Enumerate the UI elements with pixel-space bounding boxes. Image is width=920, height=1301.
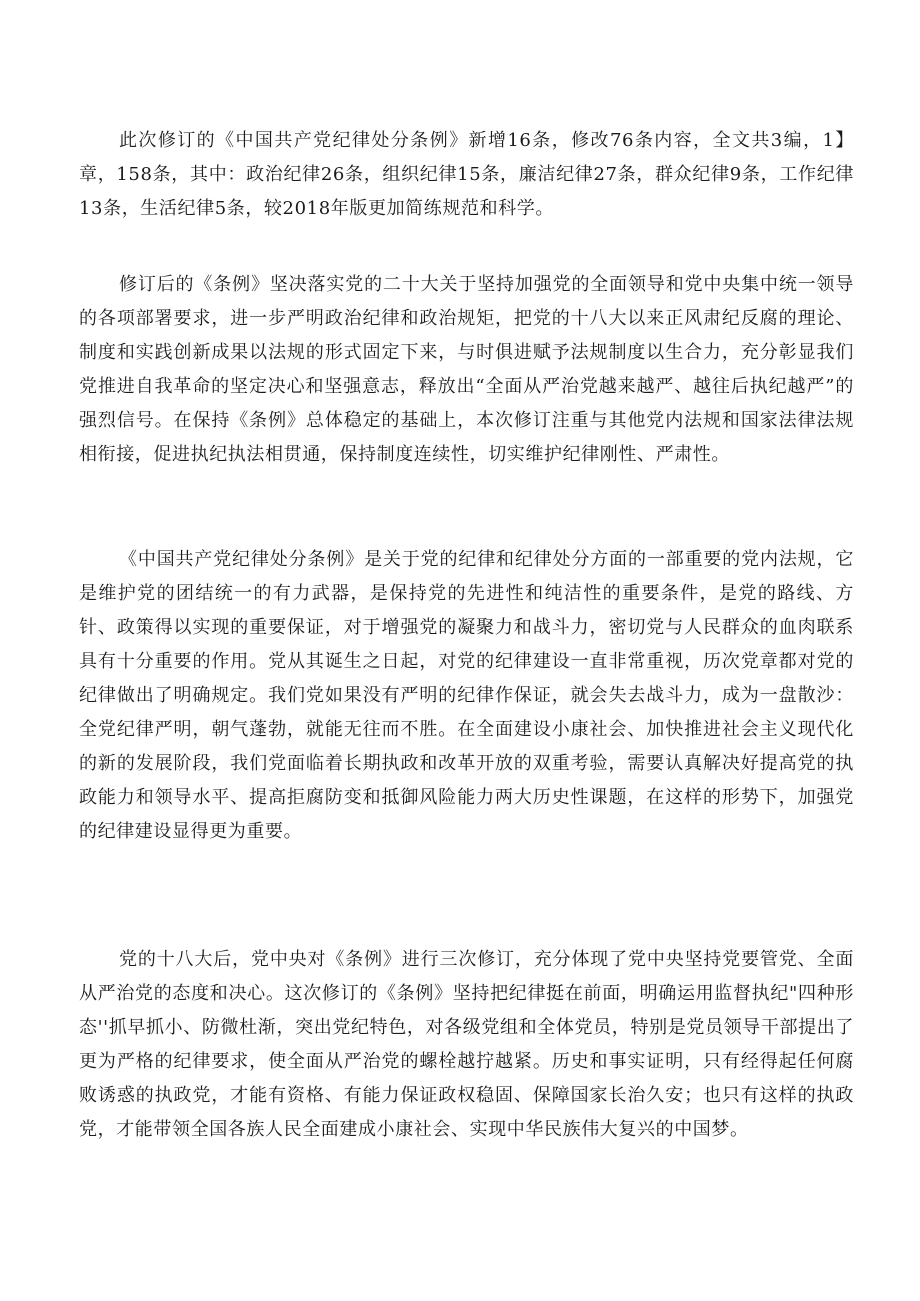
paragraph-revision-summary: 此次修订的《中国共产党纪律处分条例》新增16条，修改76条内容，全文共3编，1】章，158条，其中：政治纪律26条，组织纪律15条，廉洁纪律27条，群众纪律9条，工作纪律13条，生活纪律5条，较2018年版更加简练规范和科学。 xyxy=(79,130,854,219)
paragraph-revision-significance: 修订后的《条例》坚决落实党的二十大关于坚持加强党的全面领导和党中央集中统一领导的各项部署要求，进一步严明政治纪律和政治规矩，把党的十八大以来正风肃纪反腐的理论、制度和实践创新成果以法规的形式固定下来，与时俱进赋予法规制度以生合力，充分彰显我们党推进自我革命的坚定决心和坚强意志，释放出“全面从严治党越来越严、越往后执纪越严”的强烈信号。在保持《条例》总体稳定的基础上，本次修订注重与其他党内法规和国家法律法规相衔接，促进执纪执法相贯通，保持制度连续性，切实维护纪律刚性、严肃性。 xyxy=(79,274,854,465)
paragraph-regulation-importance: 《中国共产党纪律处分条例》是关于党的纪律和纪律处分方面的一部重要的党内法规，它是维护党的团结统一的有力武器，是保持党的先进性和纯洁性的重要条件，是党的路线、方针、政策得以实现的重要保证，对于增强党的凝聚力和战斗力，密切党与人民群众的血肉联系具有十分重要的作用。党从其诞生之日起，对党的纪律建设一直非常重视，历次党章都对党的纪律做出了明确规定。我们党如果没有严明的纪律作保证，就会失去战斗力，成为一盘散沙：全党纪律严明，朝气蓬勃，就能无往而不胜。在全面建设小康社会、加快推进社会主义现代化的新的发展阶段，我们党面临着长期执政和改革开放的双重考验，需要认真解决好提高党的执政能力和领导水平、提高拒腐防变和抵御风险能力两大历史性课题，在这样的形势下，加强党的纪律建设显得更为重要。 xyxy=(79,549,854,842)
paragraph-party-discipline: 党的十八大后，党中央对《条例》进行三次修订，充分体现了党中央坚持党要管党、全面从严治党的态度和决心。这次修订的《条例》坚持把纪律挺在前面，明确运用监督执纪"四种形态''抓早抓小、防微杜渐，突出党纪特色，对各级党组和全体党员，特别是党员领导干部提出了更为严格的纪律要求，使全面从严治党的螺栓越拧越紧。历史和事实证明，只有经得起任何腐败诱惑的执政党，才能有资格、有能力保证政权稳固、保障国家长治久安；也只有这样的执政党，才能带领全国各族人民全面建成小康社会、实现中华民族伟大复兴的中国梦。 xyxy=(79,949,854,1140)
